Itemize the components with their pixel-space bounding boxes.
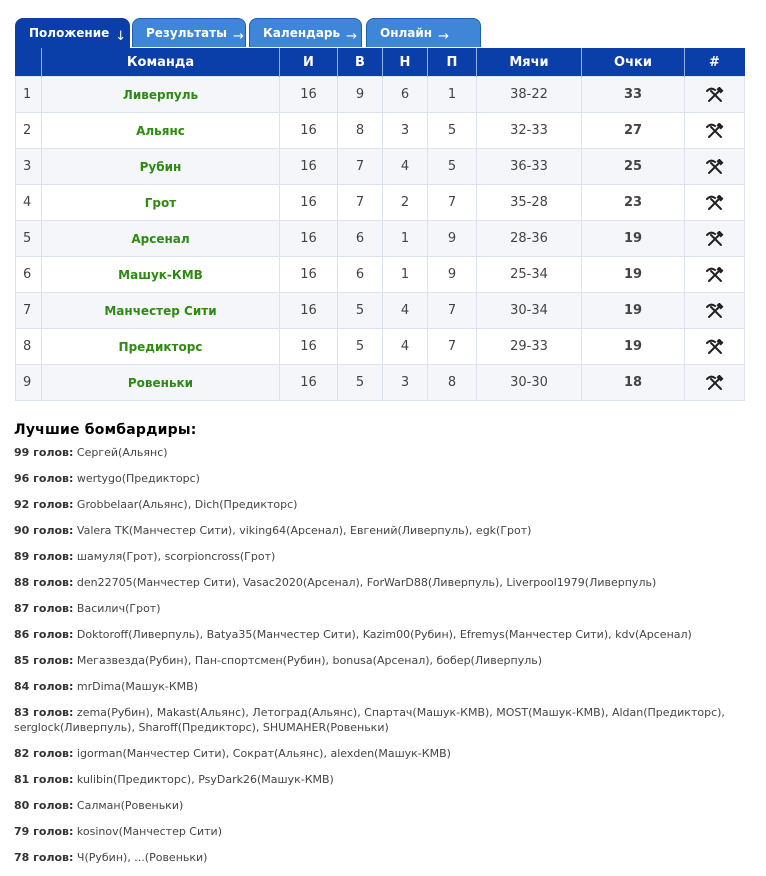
row-goals: 28-36	[477, 221, 582, 257]
scorer-goals: 83 голов:	[14, 706, 74, 719]
scorer-names: igorman(Манчестер Сити), Сократ(Альянс), alexden(Машук-КМВ)	[76, 747, 451, 760]
standings-widget	[15, 18, 744, 401]
scorer-goals: 86 голов:	[14, 628, 74, 641]
hammer-pick-icon[interactable]	[706, 339, 724, 354]
tab-bar	[15, 18, 744, 48]
tab-standings-label: Положение	[29, 26, 110, 40]
list-item	[14, 679, 744, 694]
tab-online[interactable]	[366, 18, 481, 47]
scorer-goals: 79 голов:	[14, 825, 74, 838]
scorer-names: Салман(Ровеньки)	[76, 799, 184, 812]
row-action[interactable]	[685, 365, 745, 401]
list-item	[14, 627, 744, 642]
row-position: 2	[16, 113, 42, 149]
row-draw: 3	[383, 113, 428, 149]
tab-calendar[interactable]	[249, 18, 362, 47]
header-goals[interactable]: Мячи	[477, 49, 582, 77]
row-won: 5	[338, 365, 383, 401]
table-row	[16, 77, 745, 113]
row-position: 4	[16, 185, 42, 221]
scorer-names: шамуля(Грот), scorpioncross(Грот)	[76, 550, 276, 563]
scorer-names: kosinov(Манчестер Сити)	[76, 825, 222, 838]
row-played: 16	[280, 293, 338, 329]
row-team[interactable]: Ровеньки	[42, 365, 280, 401]
scorer-goals: 90 голов:	[14, 524, 74, 537]
table-row	[16, 113, 745, 149]
scorer-names: Мегазвезда(Рубин), Пан-спортсмен(Рубин), bonusa(Арсенал), бобер(Ливерпуль)	[76, 654, 543, 667]
tab-calendar-label: Календарь	[263, 26, 341, 40]
row-team[interactable]: Манчестер Сити	[42, 293, 280, 329]
row-team[interactable]: Грот	[42, 185, 280, 221]
row-action[interactable]	[685, 113, 745, 149]
row-position: 5	[16, 221, 42, 257]
row-points: 19	[582, 293, 685, 329]
row-action[interactable]	[685, 77, 745, 113]
header-won[interactable]: В	[338, 49, 383, 77]
row-position: 9	[16, 365, 42, 401]
list-item	[14, 705, 744, 735]
scorer-names: zema(Рубин), Makast(Альянс), Летоград(Альянс), Спартач(Машук-КМВ), MOST(Машук-КМВ), Aldan(Предикторс), serglock(Ливерпуль), Sharoff(Предикторс), SHUMAHER(Ровеньки)	[14, 706, 725, 734]
row-team[interactable]: Машук-КМВ	[42, 257, 280, 293]
row-played: 16	[280, 257, 338, 293]
tab-online-label: Онлайн	[380, 26, 433, 40]
scorers-list	[14, 445, 744, 865]
table-row	[16, 149, 745, 185]
header-team[interactable]: Команда	[42, 49, 280, 77]
row-team[interactable]: Арсенал	[42, 221, 280, 257]
scorer-goals: 92 голов:	[14, 498, 74, 511]
arrow-right-icon: →	[346, 29, 357, 44]
row-goals: 30-30	[477, 365, 582, 401]
scorer-names: kulibin(Предикторс), PsyDark26(Машук-КМВ)	[76, 773, 334, 786]
row-played: 16	[280, 365, 338, 401]
list-item	[14, 601, 744, 616]
scorer-names: Grobbelaar(Альянс), Dich(Предикторс)	[76, 498, 298, 511]
tab-standings[interactable]	[15, 18, 130, 48]
row-action[interactable]	[685, 293, 745, 329]
hammer-pick-icon[interactable]	[706, 267, 724, 282]
list-item	[14, 575, 744, 590]
table-header-row	[16, 49, 745, 77]
top-scorers-title: Лучшие бомбардиры:	[14, 422, 197, 438]
list-item	[14, 772, 744, 787]
row-played: 16	[280, 77, 338, 113]
row-played: 16	[280, 185, 338, 221]
hammer-pick-icon[interactable]	[706, 375, 724, 390]
scorer-names: Ч(Рубин), ...(Ровеньки)	[76, 851, 208, 864]
arrow-down-icon: ↓	[115, 29, 127, 44]
row-action[interactable]	[685, 329, 745, 365]
row-position: 3	[16, 149, 42, 185]
list-item	[14, 445, 744, 460]
row-played: 16	[280, 221, 338, 257]
row-lost: 9	[428, 257, 477, 293]
standings-table	[15, 48, 745, 401]
arrow-right-icon: →	[232, 29, 244, 44]
hammer-pick-icon[interactable]	[706, 159, 724, 174]
table-row	[16, 221, 745, 257]
row-draw: 4	[383, 149, 428, 185]
row-team[interactable]: Ливерпуль	[42, 77, 280, 113]
row-goals: 29-33	[477, 329, 582, 365]
row-position: 1	[16, 77, 42, 113]
table-row	[16, 293, 745, 329]
row-draw: 6	[383, 77, 428, 113]
scorer-goals: 80 голов:	[14, 799, 74, 812]
row-points: 19	[582, 329, 685, 365]
scorer-goals: 82 голов:	[14, 747, 74, 760]
row-action[interactable]	[685, 221, 745, 257]
row-lost: 9	[428, 221, 477, 257]
hammer-pick-icon[interactable]	[706, 195, 724, 210]
row-team[interactable]: Рубин	[42, 149, 280, 185]
row-played: 16	[280, 113, 338, 149]
hammer-pick-icon[interactable]	[706, 231, 724, 246]
list-item	[14, 850, 744, 865]
row-position: 7	[16, 293, 42, 329]
header-played[interactable]: И	[280, 49, 338, 77]
row-team[interactable]: Альянс	[42, 113, 280, 149]
row-lost: 1	[428, 77, 477, 113]
row-goals: 30-34	[477, 293, 582, 329]
row-won: 6	[338, 257, 383, 293]
arrow-right-icon: →	[438, 29, 449, 44]
row-draw: 4	[383, 329, 428, 365]
table-row	[16, 185, 745, 221]
row-position: 6	[16, 257, 42, 293]
scorer-goals: 88 голов:	[14, 576, 74, 589]
row-points: 27	[582, 113, 685, 149]
row-won: 5	[338, 329, 383, 365]
row-played: 16	[280, 149, 338, 185]
row-lost: 7	[428, 185, 477, 221]
row-lost: 7	[428, 293, 477, 329]
row-goals: 36-33	[477, 149, 582, 185]
row-draw: 1	[383, 221, 428, 257]
list-item	[14, 523, 744, 538]
scorer-goals: 78 голов:	[14, 851, 74, 864]
scorer-names: den22705(Манчестер Сити), Vasac2020(Арсенал), ForWarD88(Ливерпуль), Liverpool1979(Ливерпуль)	[76, 576, 657, 589]
row-position: 8	[16, 329, 42, 365]
row-points: 33	[582, 77, 685, 113]
scorer-goals: 85 голов:	[14, 654, 74, 667]
row-points: 18	[582, 365, 685, 401]
row-lost: 5	[428, 113, 477, 149]
row-won: 7	[338, 185, 383, 221]
hammer-pick-icon[interactable]	[706, 87, 724, 102]
row-lost: 8	[428, 365, 477, 401]
header-points[interactable]: Очки	[582, 49, 685, 77]
table-row	[16, 257, 745, 293]
scorer-names: mrDima(Машук-КМВ)	[76, 680, 198, 693]
list-item	[14, 471, 744, 486]
list-item	[14, 746, 744, 761]
scorer-goals: 89 голов:	[14, 550, 74, 563]
row-action[interactable]	[685, 185, 745, 221]
header-draw[interactable]: Н	[383, 49, 428, 77]
scorer-goals: 81 голов:	[14, 773, 74, 786]
scorer-names: Сергей(Альянс)	[76, 446, 168, 459]
scorer-names: Doktoroff(Ливерпуль), Batya35(Манчестер Сити), Kazim00(Рубин), Efremys(Манчестер Сити), kdv(Арсенал)	[76, 628, 692, 641]
scorer-goals: 87 голов:	[14, 602, 74, 615]
hammer-pick-icon[interactable]	[706, 303, 724, 318]
scorer-goals: 99 голов:	[14, 446, 74, 459]
header-position	[16, 49, 42, 77]
list-item	[14, 549, 744, 564]
row-action[interactable]	[685, 149, 745, 185]
row-won: 9	[338, 77, 383, 113]
row-draw: 2	[383, 185, 428, 221]
row-action[interactable]	[685, 257, 745, 293]
header-actions: #	[685, 49, 745, 77]
tab-results-label: Результаты	[146, 26, 227, 40]
tab-results[interactable]	[132, 18, 246, 47]
list-item	[14, 653, 744, 668]
row-played: 16	[280, 329, 338, 365]
hammer-pick-icon[interactable]	[706, 123, 724, 138]
scorer-names: Василич(Грот)	[76, 602, 161, 615]
row-won: 5	[338, 293, 383, 329]
table-row	[16, 365, 745, 401]
row-points: 19	[582, 221, 685, 257]
row-goals: 32-33	[477, 113, 582, 149]
row-points: 19	[582, 257, 685, 293]
row-lost: 5	[428, 149, 477, 185]
header-lost[interactable]: П	[428, 49, 477, 77]
row-won: 6	[338, 221, 383, 257]
list-item	[14, 497, 744, 512]
row-goals: 35-28	[477, 185, 582, 221]
row-points: 23	[582, 185, 685, 221]
list-item	[14, 824, 744, 839]
scorer-names: wertygo(Предикторс)	[76, 472, 200, 485]
row-lost: 7	[428, 329, 477, 365]
row-won: 7	[338, 149, 383, 185]
row-goals: 25-34	[477, 257, 582, 293]
row-points: 25	[582, 149, 685, 185]
row-goals: 38-22	[477, 77, 582, 113]
row-draw: 4	[383, 293, 428, 329]
scorer-goals: 84 голов:	[14, 680, 74, 693]
row-draw: 3	[383, 365, 428, 401]
top-scorers	[14, 422, 744, 876]
table-row	[16, 329, 745, 365]
scorer-goals: 96 голов:	[14, 472, 74, 485]
row-draw: 1	[383, 257, 428, 293]
row-team[interactable]: Предикторс	[42, 329, 280, 365]
row-won: 8	[338, 113, 383, 149]
list-item	[14, 798, 744, 813]
scorer-names: Valera TK(Манчестер Сити), viking64(Арсенал), Евгений(Ливерпуль), egk(Грот)	[76, 524, 532, 537]
